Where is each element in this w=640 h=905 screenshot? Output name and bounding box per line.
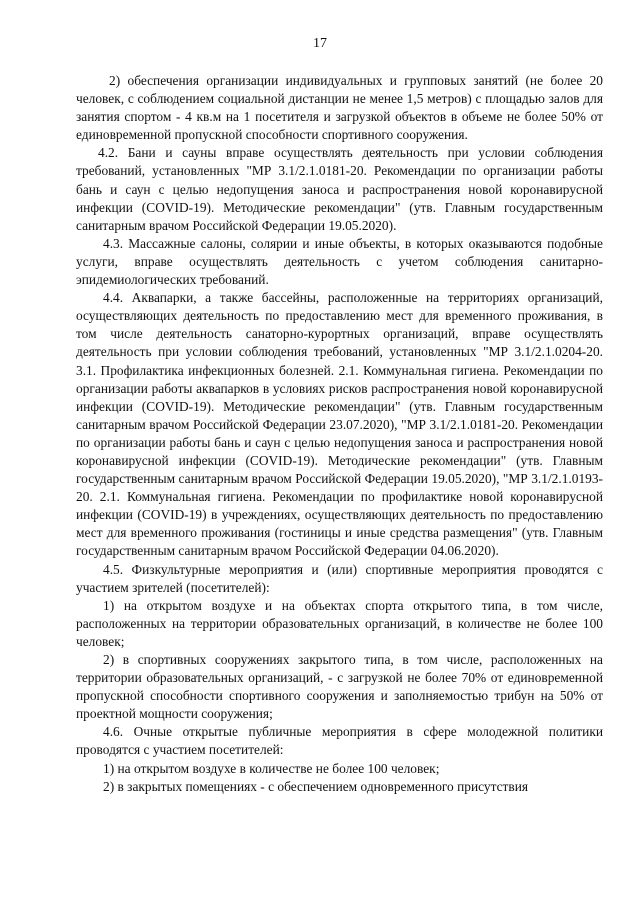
paragraph-4-6-item-1-outdoor: 1) на открытом воздухе в количестве не более 100 человек; <box>103 760 440 776</box>
document-body <box>76 72 603 796</box>
paragraph-4-6-youth-events: 4.6. Очные открытые публичные мероприятия в сфере молодежной политики проводятся с участием посетителей: <box>76 724 603 758</box>
page-number: 17 <box>313 36 327 51</box>
paragraph-4-3-massage-salons: 4.3. Массажные салоны, солярии и иные объекты, в которых оказываются подобные услуги, вправе осуществлять деятельность с учетом соблюдения санитарно-эпидемиологических требований. <box>76 235 603 288</box>
paragraph-4-4-aquaparks-pools: 4.4. Аквапарки, а также бассейны, расположенные на территориях организаций, осуществляющих деятельность по предоставлению мест для временного проживания, в том числе деятельность санаторно-курортных организаций, вправе осуществлять деятельность при условии соблюдения требований, установленных "МР 3.1/2.1.0204-20. 3.1. Профилактика инфекционных болезней. 2.1. Коммунальная гигиена. Рекомендации по организации работы аквапарков в условиях рисков распространения новой коронавирусной инфекции (COVID-19). Методические рекомендации" (утв. Главным государственным санитарным врачом Российской Федерации 23.07.2020), "МР 3.1/2.1.0181-20. Рекомендации по организации работы бань и саун с целью недопущения заноса и распространения новой коронавирусной инфекции (COVID-19). Методические рекомендации" (утв. Главным государственным санитарным врачом Российской Федерации 19.05.2020), "МР 3.1/2.1.0193-20. 2.1. Коммунальная гигиена. Рекомендации по профилактике новой коронавирусной инфекции (COVID-19) в учреждениях, осуществляющих деятельность по предоставлению мест для временного проживания (гостиницы и иные средства размещения" (утв. Главным государственным санитарным врачом Российской Федерации 04.06.2020). <box>76 290 603 559</box>
paragraph-4-5-item-2-indoor: 2) в спортивных сооружениях закрытого типа, в том числе, расположенных на территории образовательных организаций, - с загрузкой не более 70% от единовременной пропускной способности спортивного сооружения и заполняемостью трибун на 50% от проектной мощности сооружения; <box>76 652 603 722</box>
paragraph-4-5-sport-events: 4.5. Физкультурные мероприятия и (или) спортивные мероприятия проводятся с участием зрителей (посетителей): <box>76 561 603 595</box>
paragraph-sport-classes: 2) обеспечения организации индивидуальных и групповых занятий (не более 20 человек, с соблюдением социальной дистанции не менее 1,5 метров) с площадью залов для занятия спортом - 4 кв.м на 1 посетителя и загрузкой объектов в объеме не более 50% от единовременной пропускной способности спортивного сооружения. <box>76 73 603 143</box>
paragraph-4-6-item-2-indoor: 2) в закрытых помещениях - с обеспечением одновременного присутствия <box>103 778 529 794</box>
paragraph-4-5-item-1-outdoor: 1) на открытом воздухе и на объектах спорта открытого типа, в том числе, расположенных на территории образовательных организаций, в количестве не более 100 человек; <box>76 597 603 649</box>
paragraph-4-2-baths-saunas: 4.2. Бани и сауны вправе осуществлять деятельность при условии соблюдения требований, установленных "МР 3.1/2.1.0181-20. Рекомендации по организации работы бань и саун с целью недопущения заноса и распространения новой коронавирусной инфекции (COVID-19). Методические рекомендации" (утв. Главным государственным санитарным врачом Российской Федерации 19.05.2020). <box>76 145 603 233</box>
